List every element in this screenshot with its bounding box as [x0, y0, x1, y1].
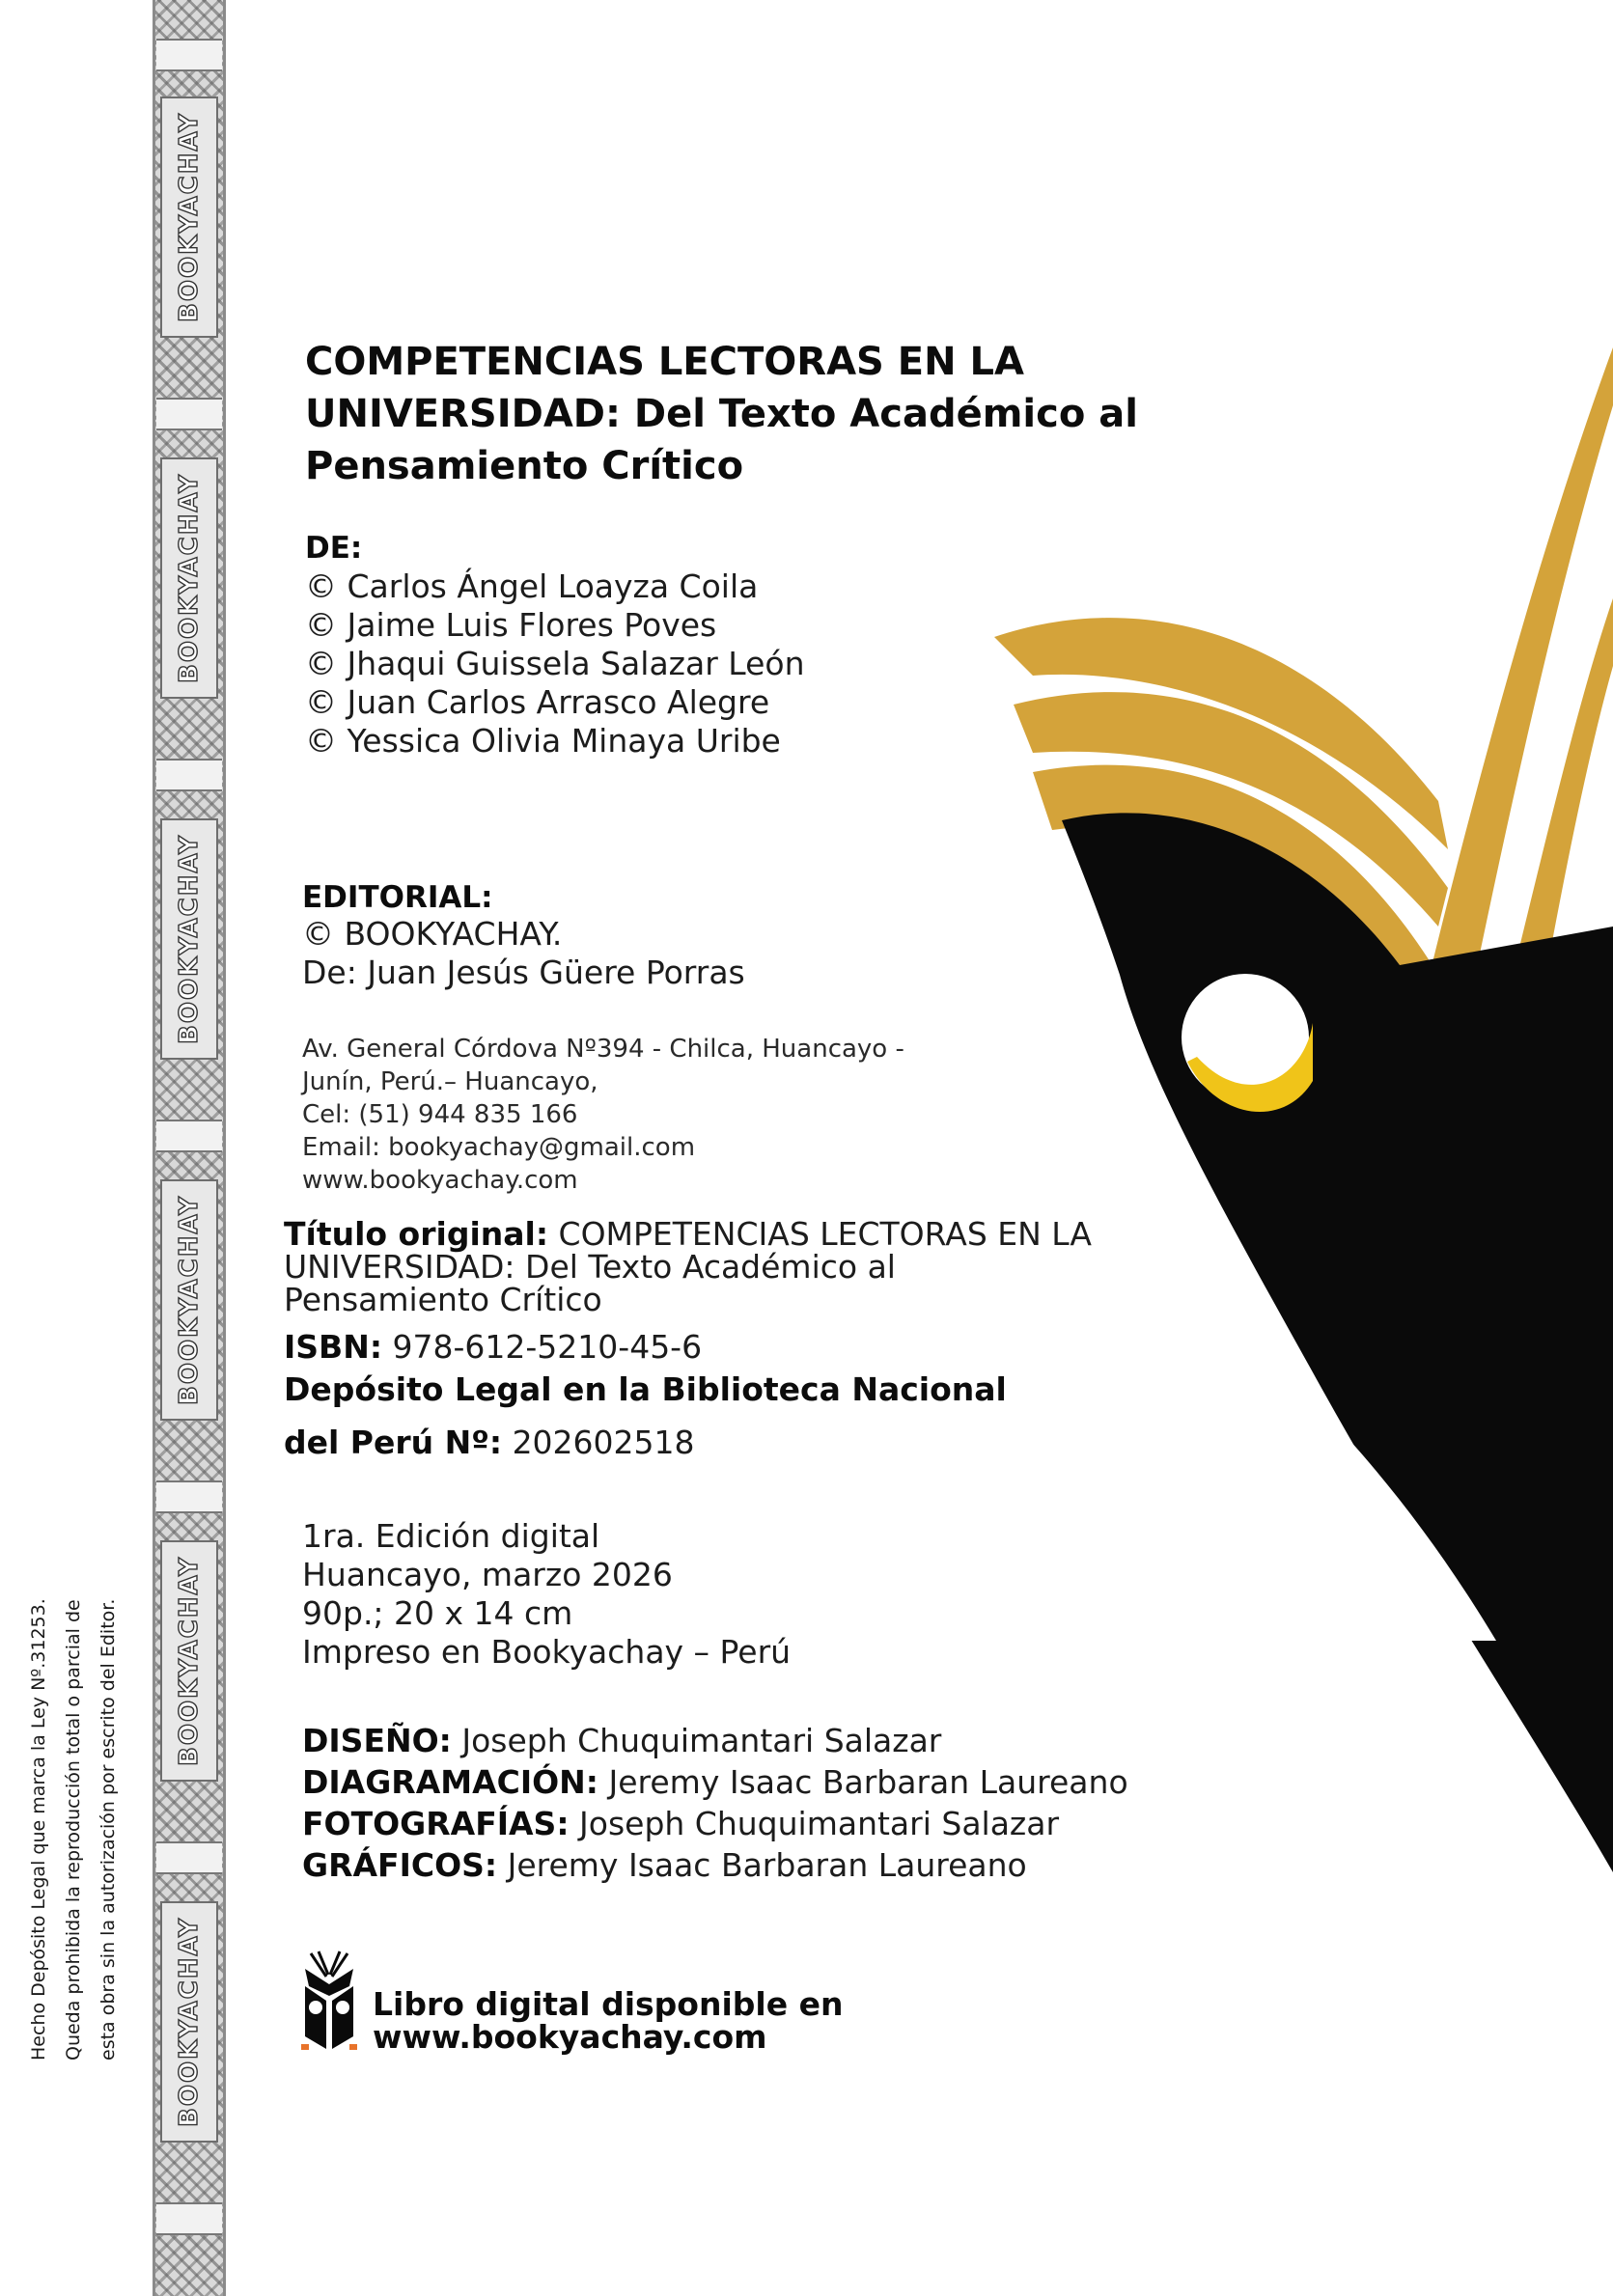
editorial-label: EDITORIAL:	[302, 880, 493, 915]
legal-line: Queda prohibida la reproducción total o parcial de	[63, 1599, 84, 2061]
address-line: Av. General Córdova Nº394 - Chilca, Huancayo -	[302, 1035, 904, 1064]
spine-brand-word: BOOKYACHAY	[160, 1901, 218, 2143]
deposito-value: 202602518	[512, 1424, 695, 1461]
deposito-label-line1: Depósito Legal en la Biblioteca Nacional	[284, 1370, 1007, 1408]
spine-brand-word: BOOKYACHAY	[160, 97, 218, 338]
bookyachay-logo-icon	[297, 1948, 361, 2054]
editorial-line: De: Juan Jesús Güere Porras	[302, 954, 745, 991]
editorial-address	[302, 1033, 904, 1197]
isbn	[284, 1328, 702, 1366]
author-name: © Carlos Ángel Loayza Coila	[305, 567, 759, 605]
email-line: Email: bookyachay@gmail.com	[302, 1133, 696, 1162]
isbn-value: 978-612-5210-45-6	[392, 1328, 703, 1366]
spine-band	[156, 759, 222, 791]
spine-band	[156, 1841, 222, 1874]
credits	[302, 1720, 1128, 1886]
authors-list	[305, 567, 804, 761]
credit-photos: FOTOGRAFÍAS: Joseph Chuquimantari Salazar	[302, 1805, 1060, 1842]
author-name: © Jhaqui Guissela Salazar León	[305, 645, 805, 682]
edition-line: 90p.; 20 x 14 cm	[302, 1594, 573, 1632]
edition-info	[302, 1517, 791, 1672]
author-name: © Juan Carlos Arrasco Alegre	[305, 683, 770, 721]
website-line: www.bookyachay.com	[302, 1166, 578, 1195]
book-title	[305, 336, 1232, 492]
author-name: © Yessica Olivia Minaya Uribe	[305, 722, 781, 760]
spine-brand-word: BOOKYACHAY	[160, 457, 218, 699]
original-title-label: Título original:	[284, 1215, 549, 1253]
edition-line: Huancayo, marzo 2026	[302, 1556, 673, 1593]
spine-band	[156, 1480, 222, 1513]
spine-band	[156, 2202, 222, 2235]
spine-band	[156, 398, 222, 430]
address-line: Junín, Perú.– Huancayo,	[302, 1067, 598, 1096]
owl-book-illustration	[994, 347, 1613, 1872]
deposito-line2	[284, 1424, 695, 1461]
author-name: © Jaime Luis Flores Poves	[305, 606, 717, 644]
legal-line: Hecho Depósito Legal que marca la Ley Nº.31253.	[28, 1598, 49, 2061]
credit-design: DISEÑO: Joseph Chuquimantari Salazar	[302, 1722, 942, 1759]
credit-layout: DIAGRAMACIÓN: Jeremy Isaac Barbaran Laureano	[302, 1763, 1128, 1801]
original-title	[284, 1215, 1104, 1318]
title-line: COMPETENCIAS LECTORAS EN LA	[305, 340, 1024, 384]
deposito-label-line2: del Perú Nº:	[284, 1424, 503, 1461]
spine-band	[156, 1120, 222, 1152]
editorial-line: © BOOKYACHAY.	[302, 915, 563, 953]
original-title-value: COMPETENCIAS LECTORAS EN LA UNIVERSIDAD: Del Texto Académico al Pensamiento Crítico	[284, 1215, 1093, 1318]
spine-brand-word: BOOKYACHAY	[160, 1179, 218, 1421]
authors-label: DE:	[305, 531, 363, 566]
spine-brand-word: BOOKYACHAY	[160, 818, 218, 1060]
digital-availability-notice	[373, 1985, 844, 2056]
edition-line: 1ra. Edición digital	[302, 1517, 600, 1555]
digital-notice-url: www.bookyachay.com	[373, 2018, 767, 2056]
editorial-info	[302, 915, 745, 992]
legal-line: esta obra sin la autorización por escrito del Editor.	[97, 1598, 119, 2061]
address-line: Cel: (51) 944 835 166	[302, 1100, 578, 1129]
legal-notice-vertical	[21, 1462, 125, 2061]
title-line: Pensamiento Crítico	[305, 444, 744, 488]
title-line: UNIVERSIDAD: Del Texto Académico al	[305, 392, 1138, 436]
credit-graphics: GRÁFICOS: Jeremy Isaac Barbaran Laureano	[302, 1846, 1027, 1884]
spine-brand-word: BOOKYACHAY	[160, 1540, 218, 1782]
spine-band	[156, 39, 222, 71]
isbn-label: ISBN:	[284, 1328, 383, 1366]
digital-notice-line: Libro digital disponible en	[373, 1985, 844, 2023]
edition-line: Impreso en Bookyachay – Perú	[302, 1633, 792, 1671]
